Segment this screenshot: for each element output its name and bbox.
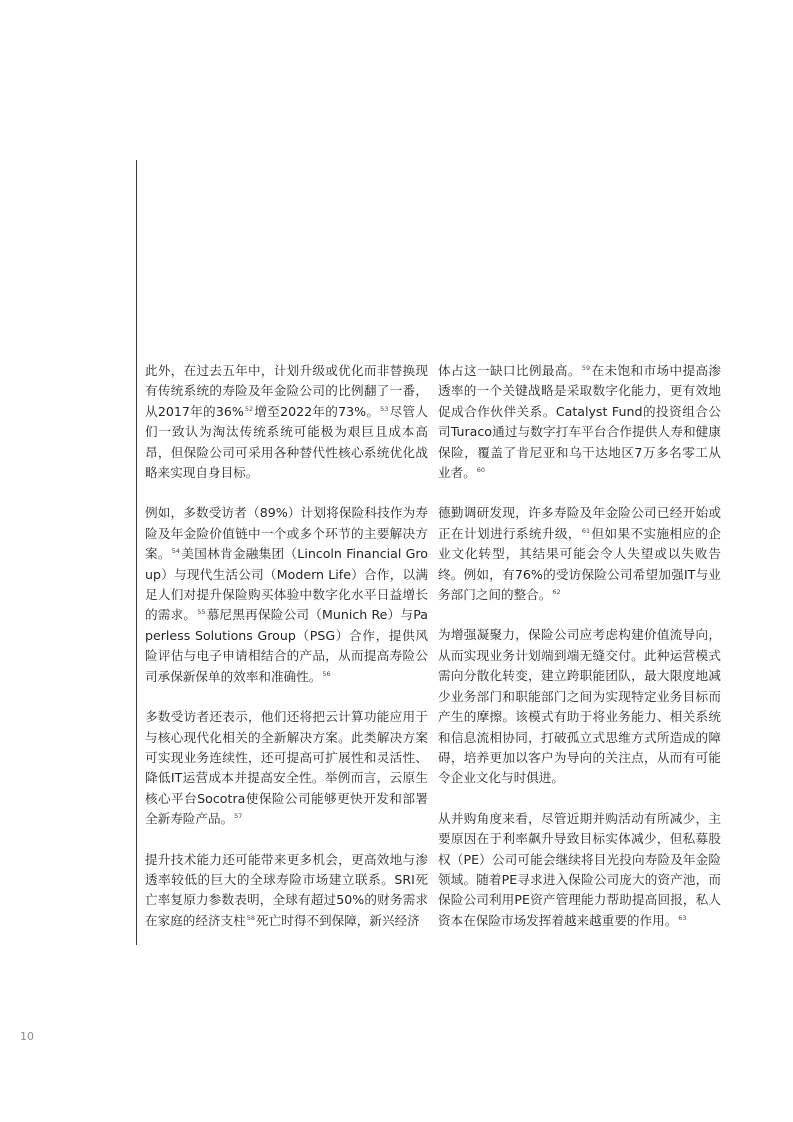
paragraph: 提升技术能力还可能带来更多机会，更高效地与渗透率较低的巨大的全球寿险市场建立联系。SRI死亡率复原力参数表明，全球有超过50%的财务需求在家庭的经济支柱$^{58}$死亡时得不到保障，新兴经济 bbox=[145, 851, 428, 928]
footnote-ref: 54 bbox=[171, 547, 181, 556]
right-column bbox=[438, 361, 721, 951]
footnote-ref: 58 bbox=[246, 913, 256, 922]
footnote-ref: 63 bbox=[678, 913, 687, 922]
paragraph: 多数受访者还表示，他们还将把云计算功能应用于与核心现代化相关的全新解决方案。此类解决方案可实现业务连续性，还可提高可扩展性和灵活性、降低IT运营成本并提高安全性。举例而言，云原生核心平台Socotra使保险公司能够更快开发和部署全新寿险产品。$^{57}$ bbox=[145, 709, 428, 827]
paragraph: 体占这一缺口比例最高。$^{59}$在未饱和市场中提高渗透率的一个关键战略是采取数字化能力，更有效地促成合作伙伴关系。Catalyst Fund的投资组合公司Turaco通过与数字打车平台合作提供人寿和健康保险，覆盖了肯尼亚和乌干达地区7万多名零工从业者。$^{60}$ bbox=[438, 363, 722, 481]
footnote-ref: 61 bbox=[581, 526, 591, 535]
paragraph: 此外，在过去五年中，计划升级或优化而非替换现有传统系统的寿险及年金险公司的比例翻了一番，从2017年的36%$^{52}$增至2022年的73%。$^{53}$尽管人们一致认为淘汰传统系统可能极为艰巨且成本高昂，但保险公司可采用各种替代性核心系统优化战略来实现自身目标。 bbox=[145, 363, 428, 481]
page-number: 10 bbox=[20, 1030, 34, 1043]
footnote-ref: 56 bbox=[322, 669, 331, 678]
paragraph: 德勤调研发现，许多寿险及年金险公司已经开始或正在计划进行系统升级，$^{61}$但如果不实施相应的企业文化转型，其结果可能会令人失望或以失败告终。例如，有76%的受访保险公司希望加强IT与业务部门之间的整合。$^{62}$ bbox=[438, 505, 722, 603]
left-column bbox=[145, 361, 428, 951]
footnote-ref: 59 bbox=[581, 364, 591, 372]
footnote-ref: 52 bbox=[244, 404, 254, 413]
paragraph: 例如，多数受访者（89%）计划将保险科技作为寿险及年金险价值链中一个或多个环节的主要解决方案。$^{54}$美国林肯金融集团（Lincoln Financial Group）与现代生活公司（Modern Life）合作，以满足人们对提升保险购买体验中数字化水平日益增长的需求。$^{55}$慕尼黑再保险公司（Munich Re）与Paperless Solutions Group（PSG）合作，提供风险评估与电子申请相结合的产品，从而提高寿险公司承保新保单的效率和准确性。$^{56}$ bbox=[145, 505, 429, 684]
footnote-ref: 57 bbox=[234, 812, 243, 821]
footnote-ref: 62 bbox=[552, 588, 561, 597]
paragraph: 为增强凝聚力，保险公司应考虑构建价值流导向，从而实现业务计划端到端无缝交付。此种运营模式需向分散化转变，建立跨职能团队，最大限度地减少业务部门和职能部门之间为实现特定业务目标而产生的摩擦。该模式有助于将业务能力、相关系统和信息流相协同，打破孤立式思维方式所造成的障碍，培养更加以客户为导向的关注点，从而有可能令企业文化与时俱进。 bbox=[438, 627, 721, 786]
vertical-rule bbox=[136, 160, 137, 945]
footnote-ref: 53 bbox=[380, 404, 389, 413]
footnote-ref: 55 bbox=[197, 608, 206, 617]
footnote-ref: 60 bbox=[476, 466, 486, 475]
paragraph: 从并购角度来看，尽管近期并购活动有所减少，主要原因在于利率飙升导致目标实体减少，但私募股权（PE）公司可能会继续将目光投向寿险及年金险领域。随着PE寻求进入保险公司庞大的资产池，而保险公司利用PE资产管理能力帮助提高回报，私人资本在保险市场发挥着越来越重要的作用。$^{63}$ bbox=[438, 810, 721, 928]
